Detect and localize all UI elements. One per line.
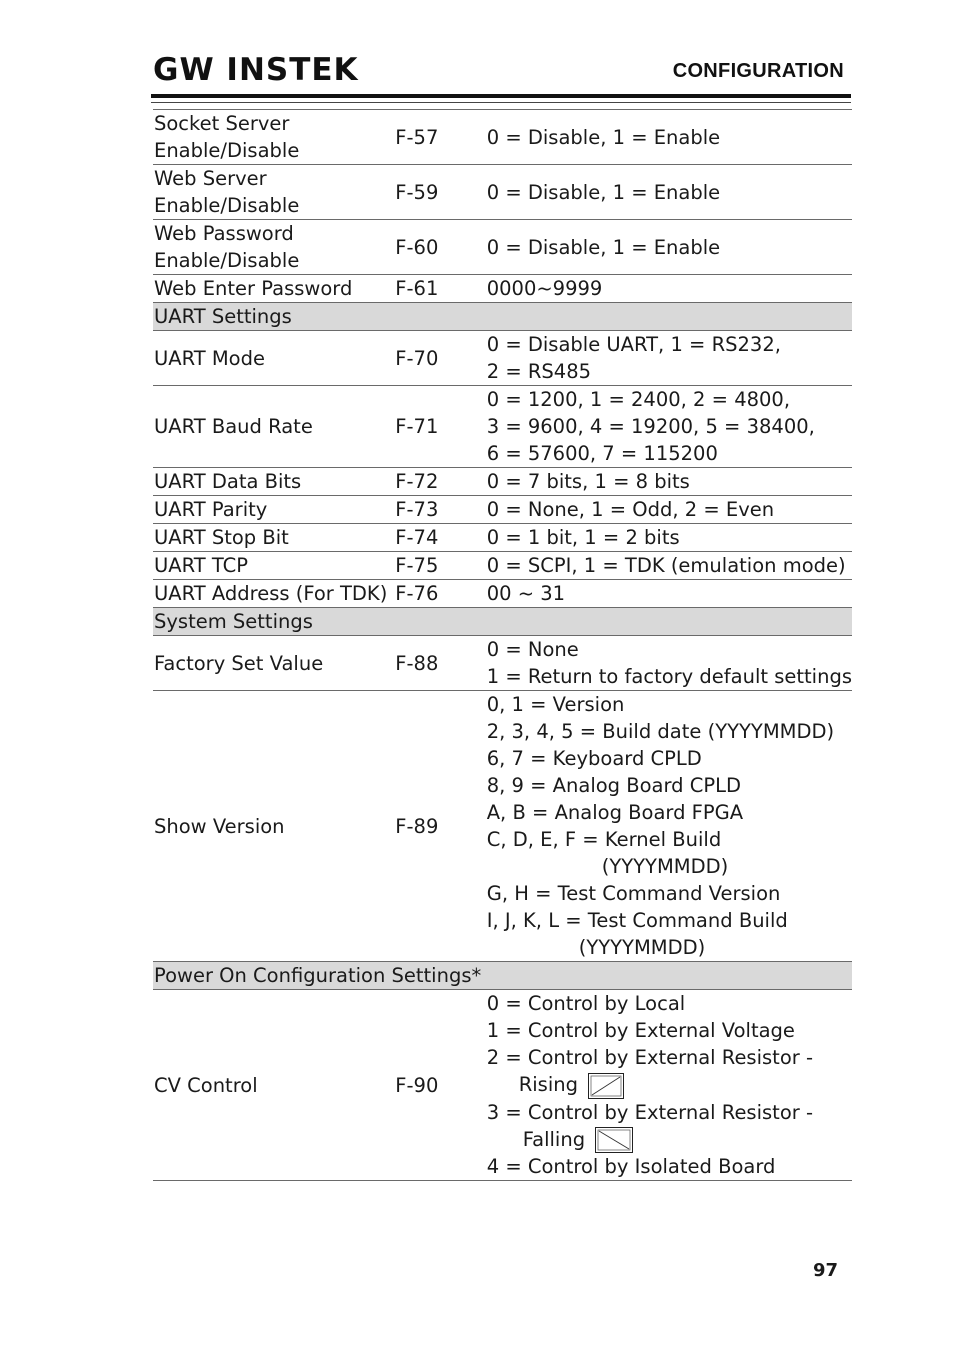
setting-value: 0 = None, 1 = Odd, 2 = Even xyxy=(486,496,852,524)
setting-value: 0000~9999 xyxy=(486,275,852,303)
gw-instek-logo xyxy=(153,52,359,88)
setting-value: 0 = Disable UART, 1 = RS232, 2 = RS485 xyxy=(486,331,852,386)
section-label: Power On Configuration Settings* xyxy=(153,962,852,990)
setting-value: 0 = Disable, 1 = Enable xyxy=(486,165,852,220)
setting-name: Web Server Enable/Disable xyxy=(153,165,394,220)
setting-code: F-57 xyxy=(394,110,485,165)
setting-code: F-90 xyxy=(394,990,485,1181)
setting-value: 0 = 1 bit, 1 = 2 bits xyxy=(486,524,852,552)
setting-name: Web Enter Password xyxy=(153,275,394,303)
setting-code: F-60 xyxy=(394,220,485,275)
setting-name: UART Mode xyxy=(153,331,394,386)
setting-code: F-73 xyxy=(394,496,485,524)
table-row xyxy=(153,552,852,580)
setting-name: Show Version xyxy=(153,691,394,962)
setting-code: F-61 xyxy=(394,275,485,303)
setting-code: F-70 xyxy=(394,331,485,386)
setting-value: 0 = Disable, 1 = Enable xyxy=(486,220,852,275)
table-row xyxy=(153,524,852,552)
table-row xyxy=(153,580,852,608)
setting-name: UART Baud Rate xyxy=(153,386,394,468)
setting-value: 00 ~ 31 xyxy=(486,580,852,608)
setting-code: F-74 xyxy=(394,524,485,552)
setting-name: UART Data Bits xyxy=(153,468,394,496)
section-row-power-on xyxy=(153,962,852,990)
table-row xyxy=(153,468,852,496)
section-row-system xyxy=(153,608,852,636)
setting-value: 0 = 7 bits, 1 = 8 bits xyxy=(486,468,852,496)
table-row xyxy=(153,110,852,165)
setting-name: Factory Set Value xyxy=(153,636,394,691)
setting-code: F-76 xyxy=(394,580,485,608)
setting-name: UART Parity xyxy=(153,496,394,524)
page-number: 97 xyxy=(813,1260,839,1281)
setting-name: Web Password Enable/Disable xyxy=(153,220,394,275)
setting-value: 0 = None 1 = Return to factory default settings xyxy=(486,636,852,691)
setting-code: F-88 xyxy=(394,636,485,691)
table-row xyxy=(153,275,852,303)
section-row-uart xyxy=(153,303,852,331)
setting-name: UART TCP xyxy=(153,552,394,580)
rising-ramp-icon xyxy=(588,1073,624,1099)
setting-code: F-75 xyxy=(394,552,485,580)
setting-value: 0 = 1200, 1 = 2400, 2 = 4800, 3 = 9600, 4 = 19200, 5 = 38400, 6 = 57600, 7 = 115200 xyxy=(486,386,852,468)
setting-code: F-89 xyxy=(394,691,485,962)
setting-name: Socket Server Enable/Disable xyxy=(153,110,394,165)
table-row xyxy=(153,691,852,962)
table-row xyxy=(153,386,852,468)
table-row xyxy=(153,636,852,691)
table-row xyxy=(153,990,852,1181)
section-title: CONFIGURATION xyxy=(672,60,844,82)
setting-code: F-71 xyxy=(394,386,485,468)
header-rule-thick xyxy=(151,94,851,98)
settings-table xyxy=(153,109,852,1181)
setting-name: CV Control xyxy=(153,990,394,1181)
setting-value: 0 = Disable, 1 = Enable xyxy=(486,110,852,165)
setting-code: F-59 xyxy=(394,165,485,220)
section-label: UART Settings xyxy=(153,303,852,331)
setting-value: 0 = SCPI, 1 = TDK (emulation mode) xyxy=(486,552,852,580)
table-row xyxy=(153,496,852,524)
table-row xyxy=(153,220,852,275)
setting-name: UART Stop Bit xyxy=(153,524,394,552)
svg-text:GW INSTEK: GW INSTEK xyxy=(153,52,359,88)
falling-ramp-icon xyxy=(595,1127,633,1153)
header-rule-thin xyxy=(151,102,851,103)
table-row xyxy=(153,165,852,220)
section-label: System Settings xyxy=(153,608,852,636)
setting-code: F-72 xyxy=(394,468,485,496)
setting-value: 0, 1 = Version 2, 3, 4, 5 = Build date (YYYYMMDD) 6, 7 = Keyboard CPLD 8, 9 = Analog Board CPLD A, B = Analog Board FPGA C, D, E, F = Kernel Build (YYYYMMDD) G, H = Test Command Version I, J, K, L = Test Command Build (YYYYMMDD) xyxy=(486,691,852,962)
setting-name: UART Address (For TDK) xyxy=(153,580,394,608)
table-row xyxy=(153,331,852,386)
setting-value: 0 = Control by Local 1 = Control by External Voltage 2 = Control by External Resistor - Rising 3 = Control by External Resistor - Falling 4 = Control by Isolated Board xyxy=(486,990,852,1181)
